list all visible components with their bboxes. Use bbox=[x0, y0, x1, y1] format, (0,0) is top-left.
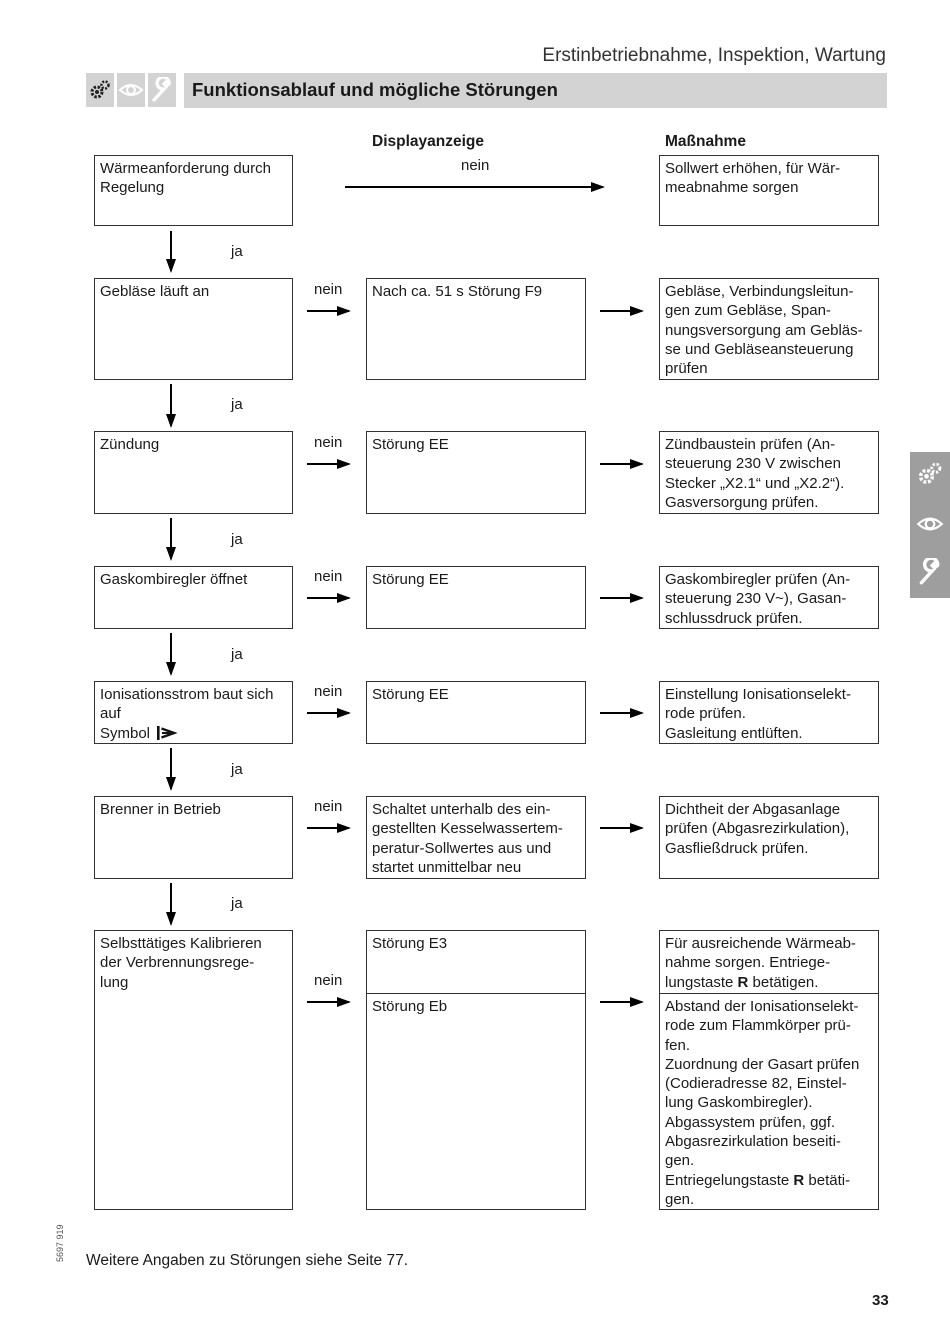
section-title: Funktionsablauf und mögliche Störungen bbox=[192, 79, 558, 100]
arrow-right bbox=[600, 1001, 642, 1003]
no-label: nein bbox=[461, 157, 490, 174]
condition-box-ionisation: Ionisationsstrom baut sich auf Symbol bbox=[94, 681, 293, 744]
display-box-ignition: Störung EE bbox=[366, 431, 586, 514]
action-box-heat-demand: Sollwert erhöhen, für Wär- meabnahme sorgen bbox=[659, 155, 879, 226]
no-label: nein bbox=[314, 798, 343, 815]
yes-label: ja bbox=[231, 646, 243, 663]
arrow-right bbox=[600, 463, 642, 465]
eye-icon bbox=[916, 510, 944, 538]
section-header bbox=[184, 73, 887, 108]
action-box-ignition: Zündbaustein prüfen (An- steuerung 230 V zwischen Stecker „X2.1“ und „X2.2“). Gasversorgung prüfen. bbox=[659, 431, 879, 514]
arrow-right bbox=[307, 827, 349, 829]
no-label: nein bbox=[314, 434, 343, 451]
display-box-burner: Schaltet unterhalb des ein- gestellten Kesselwassertem- peratur-Sollwertes aus und startet unmittelbar neu bbox=[366, 796, 586, 879]
yes-label: ja bbox=[231, 243, 243, 260]
action-box-gas-valve: Gaskombiregler prüfen (An- steuerung 230 V~), Gasan- schlussdruck prüfen. bbox=[659, 566, 879, 629]
column-header-display: Displayanzeige bbox=[372, 133, 484, 150]
no-label: nein bbox=[314, 683, 343, 700]
arrow-right bbox=[307, 463, 349, 465]
yes-label: ja bbox=[231, 895, 243, 912]
action-box-e3: Für ausreichende Wärmeab- nahme sorgen. Entriege- lungstaste R betätigen. bbox=[659, 930, 879, 994]
action-box-fan: Gebläse, Verbindungsleitun- gen zum Gebläse, Span- nungsversorgung am Gebläs- se und Gebläseansteuerung prüfen bbox=[659, 278, 879, 380]
arrow-right bbox=[307, 310, 349, 312]
flame-symbol-icon bbox=[157, 726, 177, 740]
gears-icon bbox=[916, 460, 944, 488]
arrow-down bbox=[170, 384, 172, 426]
column-header-action: Maßnahme bbox=[665, 133, 746, 150]
arrow-right bbox=[345, 186, 603, 188]
arrow-down bbox=[170, 518, 172, 559]
arrow-right bbox=[600, 310, 642, 312]
display-box-ionisation: Störung EE bbox=[366, 681, 586, 744]
arrow-right bbox=[600, 827, 642, 829]
chapter-title: Erstinbetriebnahme, Inspektion, Wartung bbox=[542, 45, 886, 66]
wrench-icon bbox=[916, 558, 944, 586]
arrow-right bbox=[307, 712, 349, 714]
footer-note: Weitere Angaben zu Störungen siehe Seite 77. bbox=[86, 1252, 408, 1269]
yes-label: ja bbox=[231, 761, 243, 778]
condition-box-gas-valve: Gaskombiregler öffnet bbox=[94, 566, 293, 629]
page-number: 33 bbox=[872, 1292, 889, 1309]
side-tab bbox=[910, 452, 950, 598]
arrow-right bbox=[600, 712, 642, 714]
arrow-down bbox=[170, 231, 172, 271]
arrow-down bbox=[170, 883, 172, 924]
document-number: 5697 919 bbox=[55, 1224, 65, 1262]
action-box-eb: Abstand der Ionisationselekt- rode zum Flammkörper prü- fen. Zuordnung der Gasart prüfen (Codieradresse 82, Einstel- lung Gaskombiregler). Abgassystem prüfen, ggf. Abgasrezirkulation beseiti- gen. Entriegelungstaste R betäti- gen. bbox=[659, 993, 879, 1210]
yes-label: ja bbox=[231, 531, 243, 548]
arrow-right bbox=[307, 1001, 349, 1003]
action-box-ionisation: Einstellung Ionisationselekt- rode prüfen. Gasleitung entlüften. bbox=[659, 681, 879, 744]
wrench-icon bbox=[148, 73, 176, 107]
gears-icon bbox=[86, 73, 114, 107]
arrow-right bbox=[307, 597, 349, 599]
condition-box-burner: Brenner in Betrieb bbox=[94, 796, 293, 879]
eye-icon bbox=[117, 73, 145, 107]
display-box-fan: Nach ca. 51 s Störung F9 bbox=[366, 278, 586, 380]
condition-box-calibration: Selbsttätiges Kalibrieren der Verbrennungsrege- lung bbox=[94, 930, 293, 1210]
yes-label: ja bbox=[231, 396, 243, 413]
condition-box-heat-demand: Wärmeanforderung durch Regelung bbox=[94, 155, 293, 226]
display-box-e3: Störung E3 bbox=[366, 930, 586, 994]
action-box-burner: Dichtheit der Abgasanlage prüfen (Abgasrezirkulation), Gasfließdruck prüfen. bbox=[659, 796, 879, 879]
condition-box-ignition: Zündung bbox=[94, 431, 293, 514]
arrow-down bbox=[170, 748, 172, 789]
no-label: nein bbox=[314, 281, 343, 298]
display-box-gas-valve: Störung EE bbox=[366, 566, 586, 629]
no-label: nein bbox=[314, 568, 343, 585]
condition-box-fan: Gebläse läuft an bbox=[94, 278, 293, 380]
arrow-right bbox=[600, 597, 642, 599]
arrow-down bbox=[170, 633, 172, 674]
no-label: nein bbox=[314, 972, 343, 989]
display-box-eb: Störung Eb bbox=[366, 993, 586, 1210]
